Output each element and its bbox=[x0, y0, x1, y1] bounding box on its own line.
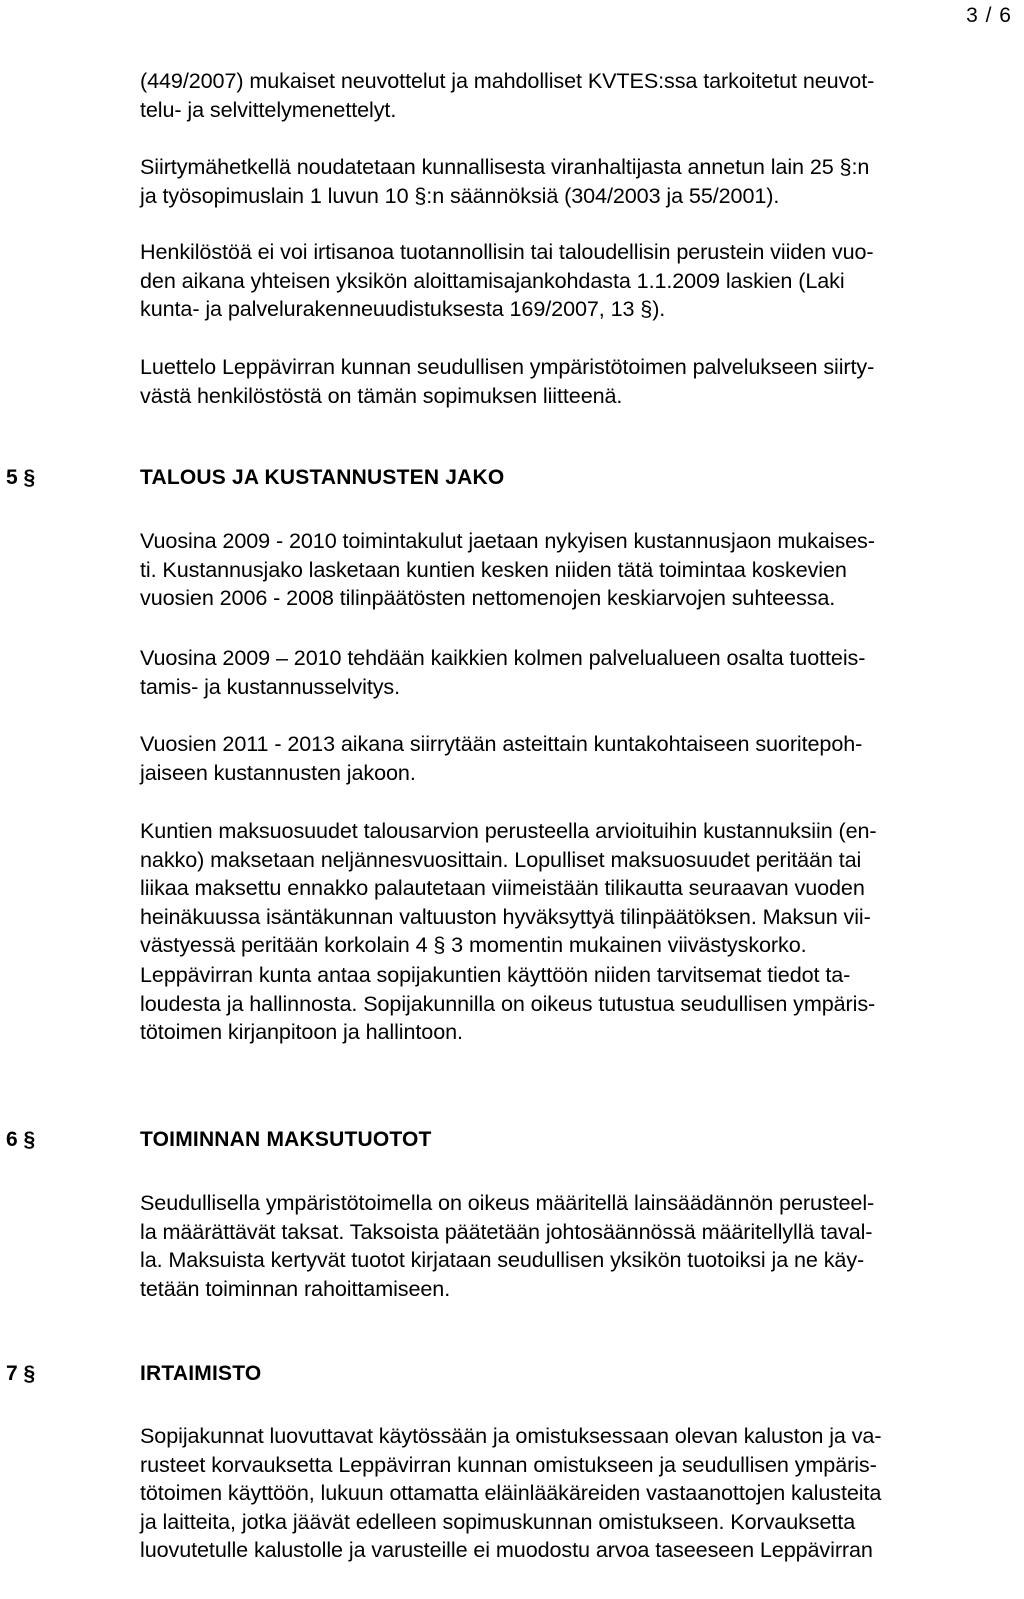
paragraph: Siirtymähetkellä noudatetaan kunnallisesta viranhaltijasta annetun lain 25 §:n ja työsopimuslain 1 luvun 10 §:n säännöksiä (304/2003 ja 55/2001). bbox=[140, 154, 870, 208]
paragraph: Henkilöstöä ei voi irtisanoa tuotannollisin tai taloudellisin perustein viiden vuo- den aikana yhteisen yksikön aloittamisajankohdasta 1.1.2009 laskien (Laki kunta- ja palvelurakenneuudistuksesta 169/2007, 13 §). bbox=[140, 239, 874, 321]
section-title: TOIMINNAN MAKSUTUOTOT bbox=[140, 1128, 432, 1151]
paragraph: Sopijakunnat luovuttavat käytössään ja omistuksessaan olevan kaluston ja va- rusteet korvauksetta Leppävirran kunnan omistukseen ja seudullisen ympäris- tötoimen käyttöön, lukuun ottamatta eläinlääkäreiden vastaanottojen kalusteita ja laitteita, jotka jäävät edelleen sopimuskunnan omistukseen. Korvauksetta luovutetulle kalustolle ja varusteille ei muodostu arvoa taseeseen Leppävirran bbox=[140, 1423, 882, 1562]
paragraph: Seudullisella ympäristötoimella on oikeus määritellä lainsäädännön perusteel- la määrättävät taksat. Taksoista päätetään johtosäännössä määritellyllä taval- la. Maksuista kertyvät tuotot kirjataan seudullisen yksikön tuotoiksi ja ne käy- tetään toiminnan rahoittamiseen. bbox=[140, 1190, 875, 1301]
paragraph: (449/2007) mukaiset neuvottelut ja mahdolliset KVTES:ssa tarkoitetut neuvot- telu- ja selvittelymenettelyt. bbox=[140, 68, 875, 122]
paragraph: Vuosina 2009 – 2010 tehdään kaikkien kolmen palvelualueen osalta tuotteis- tamis- ja kustannusselvitys. bbox=[140, 645, 866, 699]
paragraph: Vuosina 2009 - 2010 toimintakulut jaetaan nykyisen kustannusjaon mukaises- ti. Kustannusjako lasketaan kuntien kesken niiden tätä toimintaa koskevien vuosien 2006 - 2008 tilinpäätösten nettomenojen keskiarvojen suhteessa. bbox=[140, 528, 875, 610]
section-number: 6 § bbox=[6, 1128, 36, 1151]
section-title: IRTAIMISTO bbox=[140, 1362, 262, 1385]
paragraph: Kuntien maksuosuudet talousarvion perusteella arvioituihin kustannuksiin (en- nakko) maksetaan neljännesvuosittain. Lopulliset maksuosuudet peritään tai liikaa maksettu ennakko palautetaan viimeistään tilikautta seuraavan vuoden heinäkuussa isäntäkunnan valtuuston hyväksyttyä tilinpäätöksen. Maksun vii- västyessä peritään korkolain 4 § 3 momentin mukainen viivästyskorko. bbox=[140, 818, 877, 957]
section-number: 5 § bbox=[6, 466, 36, 489]
section-title: TALOUS JA KUSTANNUSTEN JAKO bbox=[140, 466, 505, 489]
paragraph: Luettelo Leppävirran kunnan seudullisen ympäristötoimen palvelukseen siirty- västä henkilöstöstä on tämän sopimuksen liitteenä. bbox=[140, 354, 875, 408]
paragraph: Leppävirran kunta antaa sopijakuntien käyttöön niiden tarvitsemat tiedot ta- loudesta ja hallinnosta. Sopijakunnilla on oikeus tutustua seudullisen ympäris- tötoimen kirjanpitoon ja hallintoon. bbox=[140, 962, 876, 1044]
page-number: 3 / 6 bbox=[966, 4, 1012, 27]
section-number: 7 § bbox=[6, 1362, 36, 1385]
paragraph: Vuosien 2011 - 2013 aikana siirrytään asteittain kuntakohtaiseen suoritepoh- jaiseen kustannusten jakoon. bbox=[140, 731, 863, 785]
